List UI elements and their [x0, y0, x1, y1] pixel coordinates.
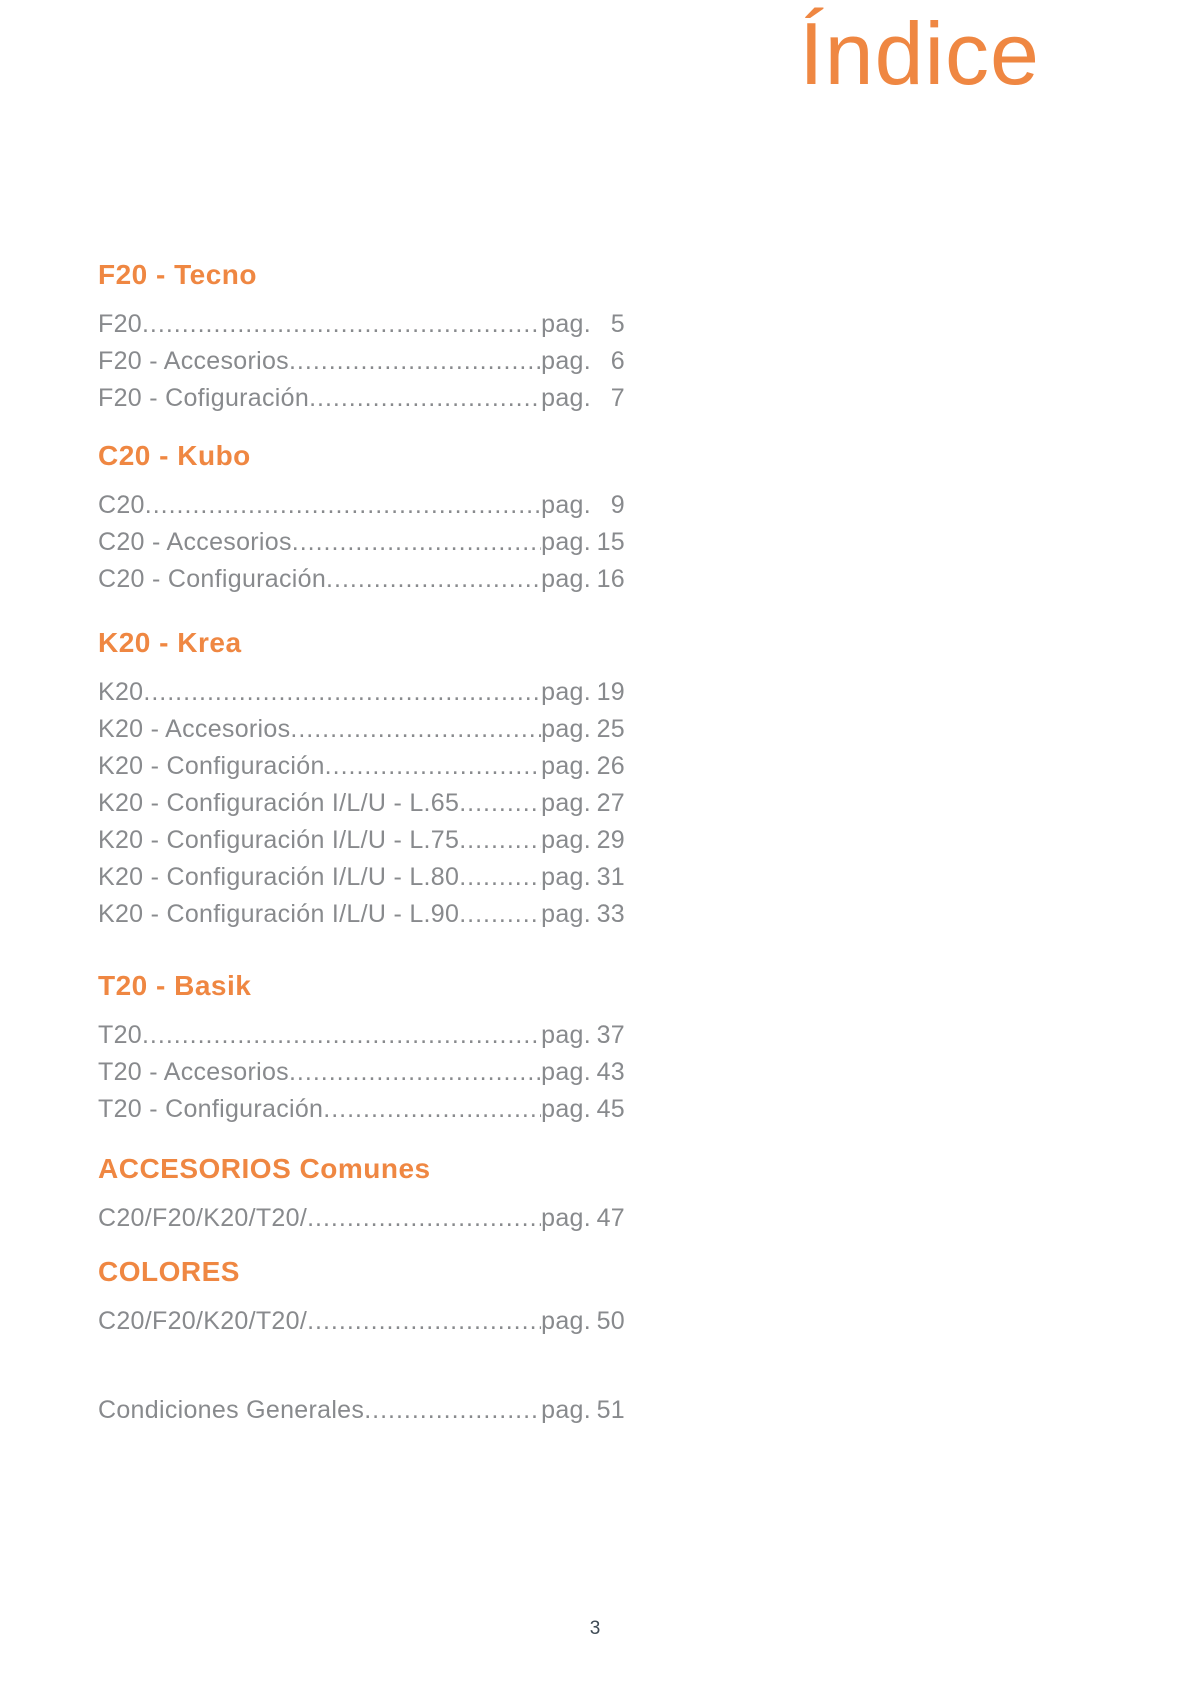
dot-leader [459, 859, 541, 896]
page-prefix: pag. [541, 1021, 591, 1049]
dot-leader [326, 561, 541, 598]
dot-leader [289, 1054, 541, 1091]
page-number: 37 [596, 1021, 625, 1049]
toc-entry-label: T20 - Configuración [98, 1095, 324, 1123]
toc-entry-label: C20 [98, 491, 145, 519]
page-prefix: pag. [541, 491, 591, 519]
toc-entry-label: K20 - Configuración I/L/U - L.80 [98, 863, 460, 891]
toc-entry-label: T20 - Accesorios [98, 1058, 289, 1086]
toc-entry-label: C20/F20/K20/T20/ [98, 1204, 308, 1232]
table-of-contents [98, 260, 625, 1429]
page-prefix: pag. [541, 347, 591, 375]
dot-leader [459, 785, 541, 822]
page-number: 6 [610, 347, 625, 375]
page-prefix: pag. [541, 826, 591, 854]
section-heading: T20 - Basik [98, 970, 252, 1001]
toc-entry [98, 859, 625, 896]
section-heading: C20 - Kubo [98, 440, 251, 471]
page-prefix: pag. [541, 528, 591, 556]
page-prefix: pag. [541, 1396, 591, 1424]
page-prefix: pag. [541, 715, 591, 743]
toc-entry-label: K20 - Accesorios [98, 715, 291, 743]
page-prefix: pag. [541, 1307, 591, 1335]
page-number: 29 [596, 826, 625, 854]
section-entries [98, 1200, 625, 1237]
toc-entry [98, 785, 625, 822]
toc-section-k20 [98, 628, 625, 933]
page-number: 15 [596, 528, 625, 556]
page-number: 45 [596, 1095, 625, 1123]
dot-leader [459, 822, 541, 859]
section-heading: COLORES [98, 1256, 240, 1287]
page-number: 50 [596, 1307, 625, 1335]
dot-leader [307, 1303, 541, 1340]
dot-leader [142, 1017, 541, 1054]
toc-section-t20 [98, 971, 625, 1128]
toc-entry-label: C20 - Configuración [98, 565, 327, 593]
dot-leader [292, 524, 541, 561]
page-number: 33 [596, 900, 625, 928]
dot-leader [289, 343, 541, 380]
footer-page-number: 3 [589, 1618, 601, 1639]
page-number: 7 [610, 384, 625, 412]
toc-entry [98, 380, 625, 417]
toc-entry [98, 306, 625, 343]
dot-leader [145, 487, 541, 524]
toc-section-colores [98, 1257, 625, 1340]
toc-section-accesorios [98, 1154, 625, 1237]
page-number: 47 [596, 1204, 625, 1232]
page-prefix: pag. [541, 565, 591, 593]
toc-entry [98, 1303, 625, 1340]
page-number: 31 [596, 863, 625, 891]
toc-entry-condiciones-generales [98, 1392, 625, 1429]
page-title: Índice [799, 4, 1040, 103]
toc-section-c20 [98, 441, 625, 598]
page-number: 5 [610, 310, 625, 338]
page-prefix: pag. [541, 678, 591, 706]
page-number: 25 [596, 715, 625, 743]
page-prefix: pag. [541, 789, 591, 817]
section-heading: F20 - Tecno [98, 259, 258, 290]
toc-entry-label: F20 [98, 310, 142, 338]
page-prefix: pag. [541, 1058, 591, 1086]
section-entries [98, 1017, 625, 1128]
toc-entry-label: C20 - Accesorios [98, 528, 292, 556]
section-heading: ACCESORIOS Comunes [98, 1153, 431, 1184]
toc-section-f20 [98, 260, 625, 417]
page-prefix: pag. [541, 900, 591, 928]
toc-entry [98, 822, 625, 859]
dot-leader [459, 896, 541, 933]
toc-entry [98, 487, 625, 524]
page-number: 19 [596, 678, 625, 706]
page-number: 27 [596, 789, 625, 817]
page-prefix: pag. [541, 1095, 591, 1123]
toc-entry-label: F20 - Accesorios [98, 347, 289, 375]
toc-entry [98, 561, 625, 598]
toc-entry [98, 748, 625, 785]
page-number: 26 [596, 752, 625, 780]
dot-leader [364, 1392, 541, 1429]
section-entries [98, 1303, 625, 1340]
page-prefix: pag. [541, 1204, 591, 1232]
toc-entry-label: T20 [98, 1021, 142, 1049]
toc-entry-label: K20 - Configuración I/L/U - L.65 [98, 789, 460, 817]
toc-entry [98, 896, 625, 933]
toc-entry [98, 1017, 625, 1054]
dot-leader [325, 748, 541, 785]
dot-leader [323, 1091, 541, 1128]
toc-entry [98, 674, 625, 711]
dot-leader [142, 306, 541, 343]
toc-entry-label: K20 - Configuración [98, 752, 325, 780]
section-entries [98, 674, 625, 933]
section-entries [98, 487, 625, 598]
toc-entry [98, 343, 625, 380]
section-entries [98, 306, 625, 417]
toc-entry [98, 524, 625, 561]
page-prefix: pag. [541, 863, 591, 891]
toc-entry [98, 1091, 625, 1128]
dot-leader [309, 380, 541, 417]
page-number: 9 [610, 491, 625, 519]
page-prefix: pag. [541, 384, 591, 412]
toc-entry [98, 1200, 625, 1237]
toc-entry-label: F20 - Cofiguración [98, 384, 310, 412]
toc-entry-label: Condiciones Generales [98, 1396, 365, 1424]
dot-leader [290, 711, 541, 748]
toc-entry [98, 1054, 625, 1091]
toc-entry-label: K20 - Configuración I/L/U - L.75 [98, 826, 460, 854]
page-number: 16 [596, 565, 625, 593]
dot-leader [307, 1200, 541, 1237]
page-prefix: pag. [541, 310, 591, 338]
section-heading: K20 - Krea [98, 627, 242, 658]
dot-leader [143, 674, 541, 711]
toc-entry-label: K20 - Configuración I/L/U - L.90 [98, 900, 460, 928]
page-number: 51 [596, 1396, 625, 1424]
toc-entry [98, 711, 625, 748]
toc-entry-label: C20/F20/K20/T20/ [98, 1307, 308, 1335]
toc-entry-label: K20 [98, 678, 144, 706]
page-prefix: pag. [541, 752, 591, 780]
page-number: 43 [596, 1058, 625, 1086]
